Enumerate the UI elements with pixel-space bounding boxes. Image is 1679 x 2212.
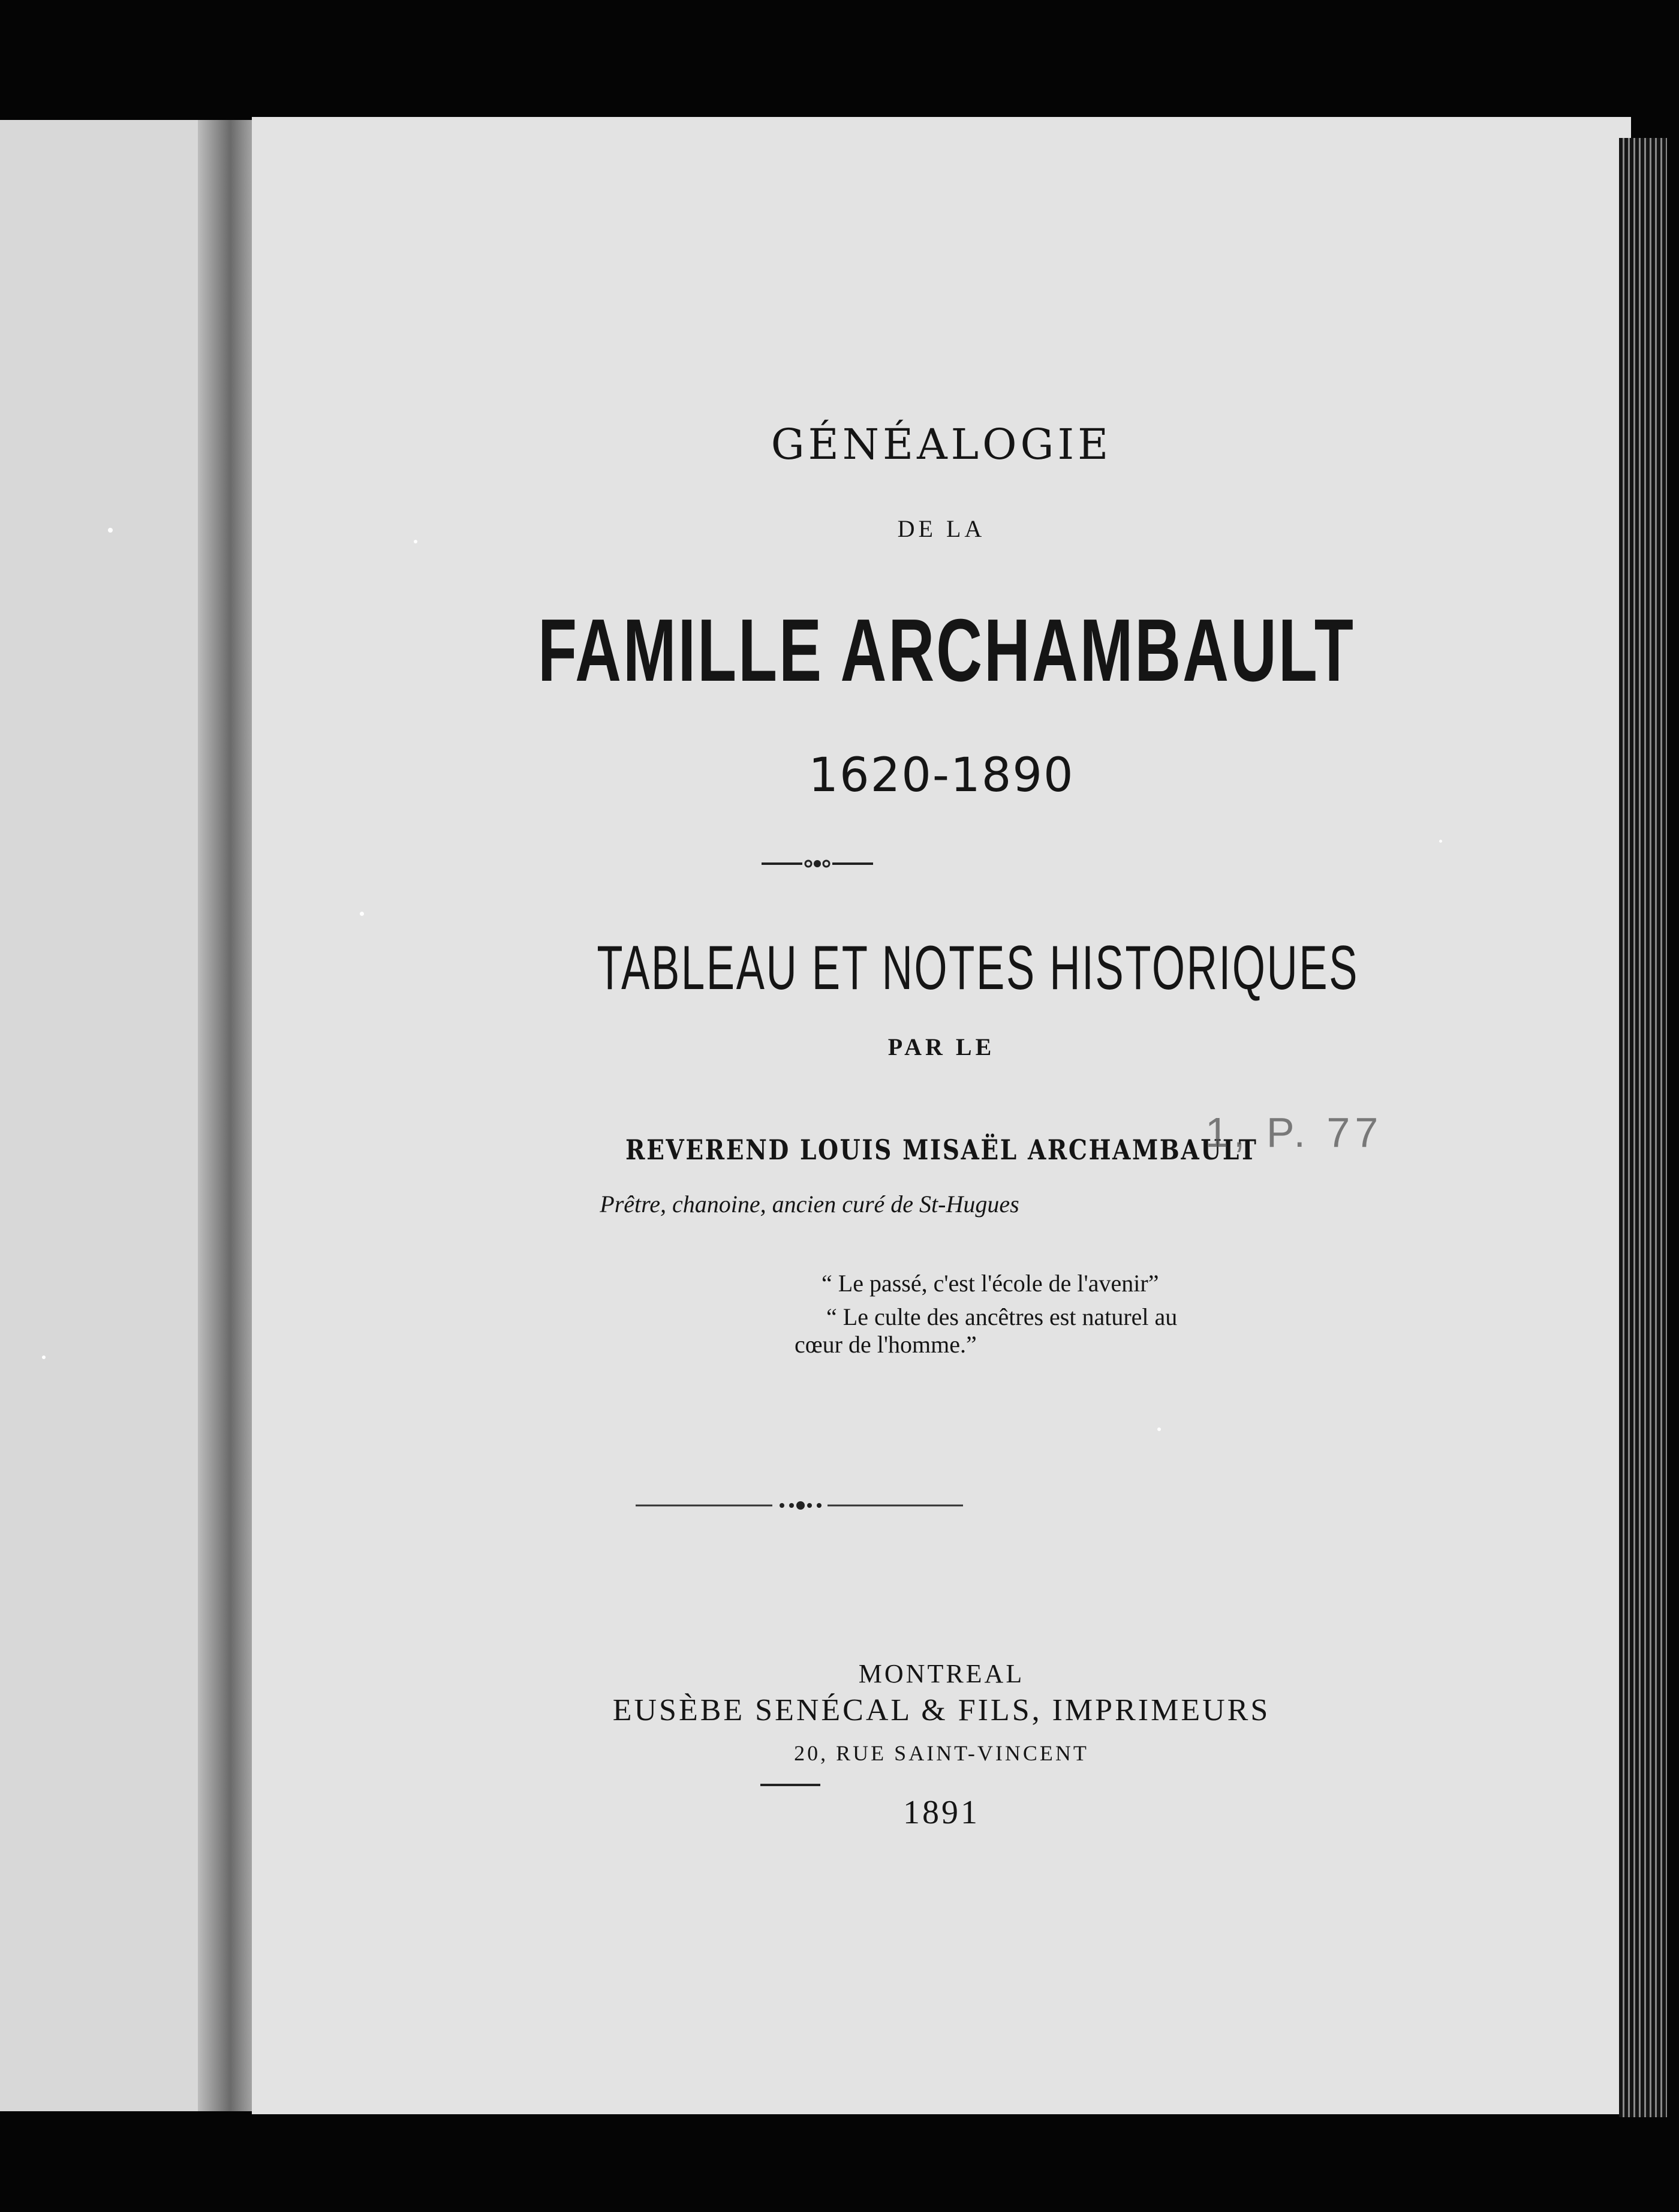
dust-speck bbox=[1157, 1427, 1161, 1431]
author-name-text: REVEREND LOUIS MISAËL ARCHAMBAULT bbox=[625, 1134, 1258, 1166]
publication-year: 1891 bbox=[903, 1794, 980, 1831]
small-ornament-divider bbox=[760, 856, 874, 871]
epigraph-line-1: “ Le passé, c'est l'école de l'avenir” bbox=[822, 1270, 1159, 1297]
par-le-label: PAR LE bbox=[887, 1033, 995, 1060]
year-rule bbox=[760, 1784, 820, 1786]
epigraph-line-2: “ Le culte des ancêtres est naturel au bbox=[826, 1303, 1178, 1330]
main-title: FAMILLE ARCHAMBAULT bbox=[537, 601, 1355, 700]
heading-de-la: DE LA bbox=[897, 515, 986, 542]
large-ornament-divider bbox=[634, 1497, 964, 1514]
dust-speck bbox=[1439, 840, 1442, 843]
epigraph-line-3: cœur de l'homme.” bbox=[795, 1331, 977, 1358]
years-range: 1620-1890 bbox=[808, 749, 1075, 803]
author-role: Prêtre, chanoine, ancien curé de St-Hugues bbox=[600, 1191, 1019, 1218]
author-name bbox=[252, 1134, 1631, 1166]
publisher-address: 20, RUE SAINT-VINCENT bbox=[794, 1741, 1089, 1765]
dust-speck bbox=[42, 1356, 46, 1359]
publisher-name: EUSÈBE SENÉCAL & FILS, IMPRIMEURS bbox=[612, 1693, 1271, 1727]
handwritten-note: 1, P. 77 bbox=[1205, 1109, 1383, 1156]
publisher-city: MONTREAL bbox=[858, 1659, 1025, 1688]
heading-genealogie: GÉNÉALOGIE bbox=[771, 420, 1112, 469]
dust-speck bbox=[414, 540, 417, 543]
subtitle: TABLEAU ET NOTES HISTORIQUES bbox=[597, 933, 1359, 1003]
dust-speck bbox=[108, 528, 113, 533]
dust-speck bbox=[360, 912, 364, 916]
